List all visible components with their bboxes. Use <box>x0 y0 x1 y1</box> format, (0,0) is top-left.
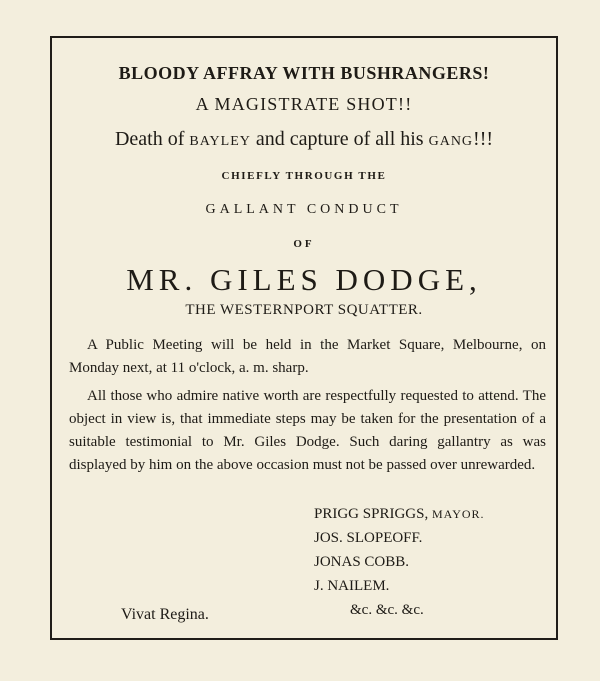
headline: BLOODY AFFRAY WITH BUSHRANGERS! <box>118 63 490 83</box>
appeal-paragraph: All those who admire native worth are respectfully requested to attend. The object in view is, that immediate steps may be taken for the presentation of a suitable testimonial to Mr. Giles Dodge. Such daring gallantry as was displayed by him on the above occasion must not be passed over unrewarded. <box>69 388 546 473</box>
chiefly-line: CHIEFLY THROUGH THE <box>221 170 387 182</box>
death-line-part2: and capture of all his <box>250 128 429 150</box>
vivat-regina: Vivat Regina. <box>121 606 209 623</box>
meeting-paragraph: A Public Meeting will be held in the Market Square, Melbourne, on Monday next, at 11 o'clock, a. m. sharp. <box>69 337 546 376</box>
signatory-nailem: J. NAILEM. <box>314 578 390 594</box>
signatory-etc: &c. &c. &c. <box>350 602 424 618</box>
signatories <box>314 502 485 622</box>
signatory-mayor-title: MAYOR. <box>431 507 485 521</box>
hero-name: MR. GILES DODGE, <box>126 262 482 297</box>
death-line-bayley: BAYLEY <box>189 134 251 149</box>
signatory-slopeoff: JOS. SLOPEOFF. <box>314 530 423 546</box>
death-line-gang: GANG <box>428 134 474 149</box>
death-line <box>50 128 558 151</box>
signatory-cobb: JONAS COBB. <box>314 554 410 570</box>
signatory-mayor-name: PRIGG SPRIGGS, <box>314 506 432 522</box>
gallant-line: GALLANT CONDUCT <box>205 202 403 217</box>
of-line: OF <box>293 238 315 250</box>
subheadline: A MAGISTRATE SHOT!! <box>195 94 413 114</box>
death-line-part1: Death of <box>114 128 190 150</box>
signatory-mayor <box>314 502 485 526</box>
hero-subtitle: THE WESTERNPORT SQUATTER. <box>185 302 423 318</box>
death-line-exclaim: !!! <box>473 128 494 150</box>
